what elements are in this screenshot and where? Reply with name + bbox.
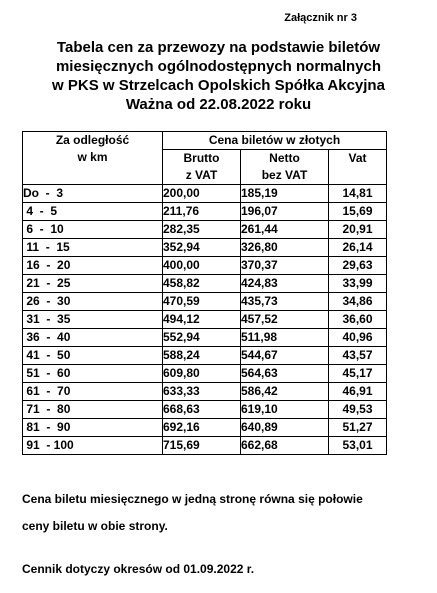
brutto-cell: 633,33 (163, 383, 241, 401)
distance-cell: 21 - 25 (23, 275, 163, 293)
brutto-cell: 668,63 (163, 401, 241, 419)
brutto-cell: 470,59 (163, 293, 241, 311)
table-row (23, 311, 387, 329)
vat-cell: 49,53 (329, 401, 387, 419)
distance-cell: 36 - 40 (23, 329, 163, 347)
netto-cell: 326,80 (241, 239, 329, 257)
note-line: Cena biletu miesięcznego w jedną stronę równa się połowie (22, 492, 363, 506)
netto-cell: 196,07 (241, 203, 329, 221)
table-row (23, 437, 387, 455)
vat-cell: 26,14 (329, 239, 387, 257)
netto-cell: 544,67 (241, 347, 329, 365)
table-row (23, 239, 387, 257)
netto-header-line1: Netto (269, 151, 300, 165)
netto-header (241, 150, 329, 185)
distance-cell: 41 - 50 (23, 347, 163, 365)
brutto-cell: 211,76 (163, 203, 241, 221)
netto-cell: 435,73 (241, 293, 329, 311)
brutto-cell: 494,12 (163, 311, 241, 329)
vat-cell: 46,91 (329, 383, 387, 401)
half-price-note (22, 486, 432, 540)
distance-cell: Do - 3 (23, 185, 163, 203)
netto-cell: 370,37 (241, 257, 329, 275)
validity-note: Cennik dotyczy okresów od 01.09.2022 r. (22, 562, 255, 576)
brutto-cell: 400,00 (163, 257, 241, 275)
netto-cell: 564,63 (241, 365, 329, 383)
distance-cell: 81 - 90 (23, 419, 163, 437)
distance-cell: 71 - 80 (23, 401, 163, 419)
distance-header (23, 132, 163, 185)
title-line: Tabela cen za przewozy na podstawie biletów (56, 39, 381, 56)
vat-cell: 34,86 (329, 293, 387, 311)
table-row (23, 257, 387, 275)
vat-cell: 29,63 (329, 257, 387, 275)
table-row (23, 347, 387, 365)
brutto-cell: 200,00 (163, 185, 241, 203)
note-line: ceny biletu w obie strony. (22, 519, 168, 533)
vat-cell: 15,69 (329, 203, 387, 221)
distance-cell: 61 - 70 (23, 383, 163, 401)
vat-cell: 20,91 (329, 221, 387, 239)
table-row (23, 203, 387, 221)
table-row (23, 329, 387, 347)
table-row (23, 293, 387, 311)
vat-header: Vat (329, 150, 387, 185)
table-row (23, 365, 387, 383)
vat-cell: 43,57 (329, 347, 387, 365)
brutto-cell: 588,24 (163, 347, 241, 365)
title-line: w PKS w Strzelcach Opolskich Spółka Akcyjna (52, 77, 385, 94)
brutto-cell: 282,35 (163, 221, 241, 239)
vat-cell: 53,01 (329, 437, 387, 455)
title-line: Ważna od 22.08.2022 roku (125, 96, 312, 113)
brutto-cell: 458,82 (163, 275, 241, 293)
distance-header-line1: Za odległość (55, 133, 130, 147)
title-line: miesięcznych ogólnodostępnych normalnych (55, 58, 382, 75)
distance-cell: 16 - 20 (23, 257, 163, 275)
price-group-header: Cena biletów w złotych (163, 132, 387, 150)
netto-header-line2: bez VAT (261, 168, 308, 182)
netto-cell: 511,98 (241, 329, 329, 347)
distance-cell: 91 - 100 (23, 437, 163, 455)
vat-cell: 33,99 (329, 275, 387, 293)
brutto-cell: 352,94 (163, 239, 241, 257)
netto-cell: 185,19 (241, 185, 329, 203)
brutto-cell: 552,94 (163, 329, 241, 347)
attachment-label: Załącznik nr 3 (284, 12, 357, 24)
netto-cell: 424,83 (241, 275, 329, 293)
netto-cell: 662,68 (241, 437, 329, 455)
header-row-top (23, 132, 387, 150)
price-table (22, 131, 387, 455)
vat-cell: 14,81 (329, 185, 387, 203)
vat-cell: 36,60 (329, 311, 387, 329)
brutto-header (163, 150, 241, 185)
table-row (23, 383, 387, 401)
distance-header-line2: w km (77, 150, 108, 164)
brutto-cell: 692,16 (163, 419, 241, 437)
netto-cell: 261,44 (241, 221, 329, 239)
brutto-cell: 715,69 (163, 437, 241, 455)
distance-cell: 6 - 10 (23, 221, 163, 239)
table-row (23, 419, 387, 437)
distance-cell: 4 - 5 (23, 203, 163, 221)
distance-cell: 31 - 35 (23, 311, 163, 329)
price-rows (23, 185, 387, 455)
vat-cell: 45,17 (329, 365, 387, 383)
netto-cell: 586,42 (241, 383, 329, 401)
netto-cell: 457,52 (241, 311, 329, 329)
distance-cell: 11 - 15 (23, 239, 163, 257)
vat-cell: 40,96 (329, 329, 387, 347)
table-row (23, 401, 387, 419)
brutto-cell: 609,80 (163, 365, 241, 383)
distance-cell: 26 - 30 (23, 293, 163, 311)
distance-cell: 51 - 60 (23, 365, 163, 383)
table-row (23, 185, 387, 203)
table-row (23, 275, 387, 293)
document-title (0, 38, 437, 114)
brutto-header-line2: z VAT (185, 168, 218, 182)
netto-cell: 640,89 (241, 419, 329, 437)
table-row (23, 221, 387, 239)
brutto-header-line1: Brutto (183, 151, 220, 165)
netto-cell: 619,10 (241, 401, 329, 419)
vat-cell: 51,27 (329, 419, 387, 437)
